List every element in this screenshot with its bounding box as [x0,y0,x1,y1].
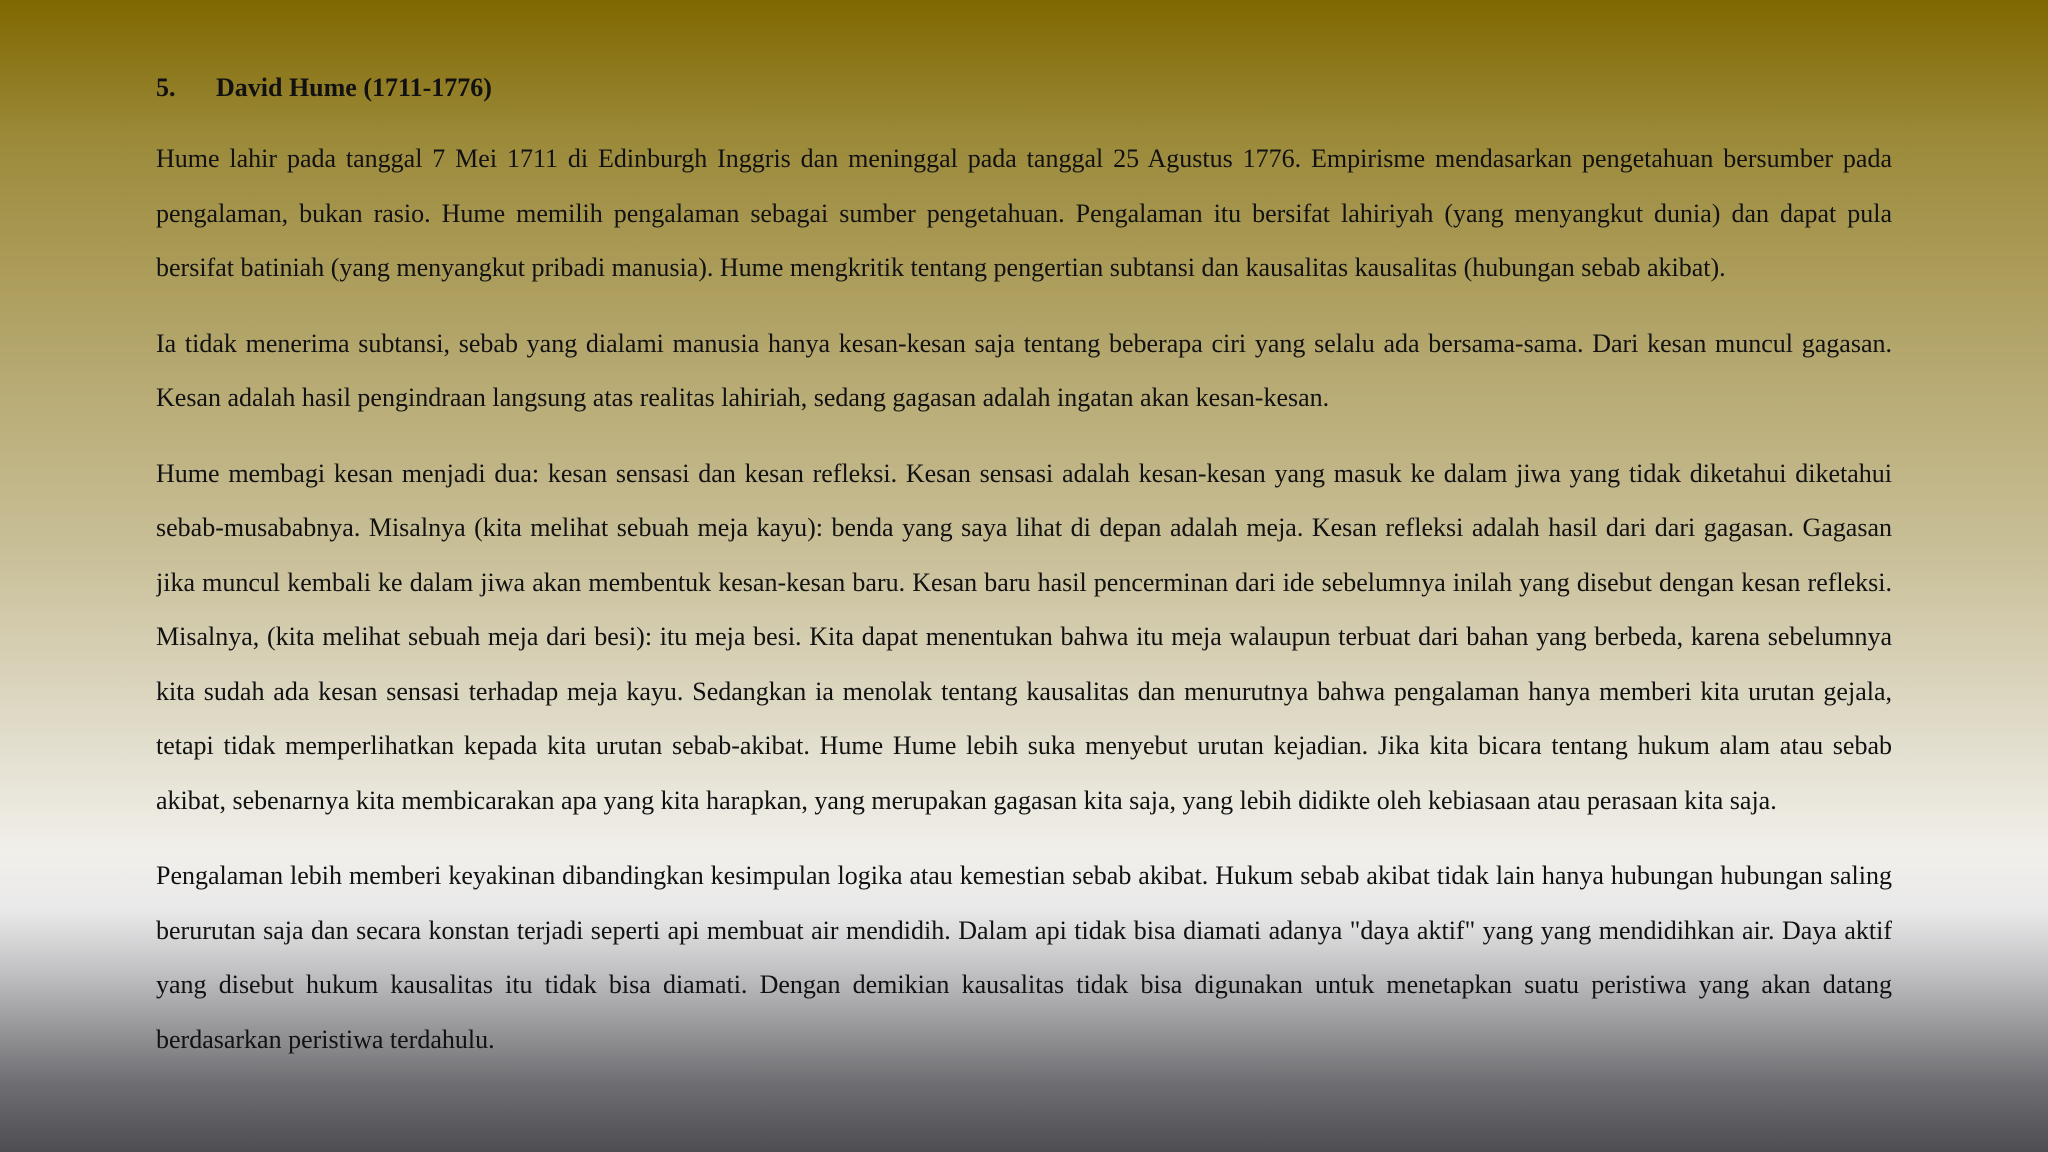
section-title: David Hume (1711-1776) [216,73,492,102]
paragraph-substance: Ia tidak menerima subtansi, sebab yang dialami manusia hanya kesan-kesan saja tentang beberapa ciri yang selalu ada bersama-sama. Dari kesan muncul gagasan. Kesan adalah hasil pengindraan langsung atas realitas lahiriah, sedang gagasan adalah ingatan akan kesan-kesan. [156,328,1892,412]
paragraph-causality: Pengalaman lebih memberi keyakinan dibandingkan kesimpulan logika atau kemestian sebab akibat. Hukum sebab akibat tidak lain hanya hubungan hubungan saling berurutan saja dan secara konstan terjadi seperti api membuat air mendidih. Dalam api tidak bisa diamati adanya "daya aktif" yang yang mendidihkan air. Daya aktif yang disebut hukum kausalitas itu tidak bisa diamati. Dengan demikian kausalitas tidak bisa digunakan untuk menetapkan suatu peristiwa yang akan datang berdasarkan peristiwa terdahulu. [156,861,1892,1054]
section-heading [156,66,1892,110]
paragraph-biography: Hume lahir pada tanggal 7 Mei 1711 di Edinburgh Inggris dan meninggal pada tanggal 25 Agustus 1776. Empirisme mendasarkan pengetahuan bersumber pada pengalaman, bukan rasio. Hume memilih pengalaman sebagai sumber pengetahuan. Pengalaman itu bersifat lahiriyah (yang menyangkut dunia) dan dapat pula bersifat batiniah (yang menyangkut pribadi manusia). Hume mengkritik tentang pengertian subtansi dan kausalitas kausalitas (hubungan sebab akibat). [156,144,1892,282]
paragraph-impressions: Hume membagi kesan menjadi dua: kesan sensasi dan kesan refleksi. Kesan sensasi adalah kesan-kesan yang masuk ke dalam jiwa yang tidak diketahui diketahui sebab-musababnya. Misalnya (kita melihat sebuah meja kayu): benda yang saya lihat di depan adalah meja. Kesan refleksi adalah hasil dari dari gagasan. Gagasan jika muncul kembali ke dalam jiwa akan membentuk kesan-kesan baru. Kesan baru hasil pencerminan dari ide sebelumnya inilah yang disebut dengan kesan refleksi. Misalnya, (kita melihat sebuah meja dari besi): itu meja besi. Kita dapat menentukan bahwa itu meja walaupun terbuat dari bahan yang berbeda, karena sebelumnya kita sudah ada kesan sensasi terhadap meja kayu. Sedangkan ia menolak tentang kausalitas dan menurutnya bahwa pengalaman hanya memberi kita urutan gejala, tetapi tidak memperlihatkan kepada kita urutan sebab-akibat. Hume Hume lebih suka menyebut urutan kejadian. Jika kita bicara tentang hukum alam atau sebab akibat, sebenarnya kita membicarakan apa yang kita harapkan, yang merupakan gagasan kita saja, yang lebih didikte oleh kebiasaan atau perasaan kita saja. [156,458,1892,815]
slide-content [156,66,1892,1152]
section-number: 5. [156,73,176,102]
